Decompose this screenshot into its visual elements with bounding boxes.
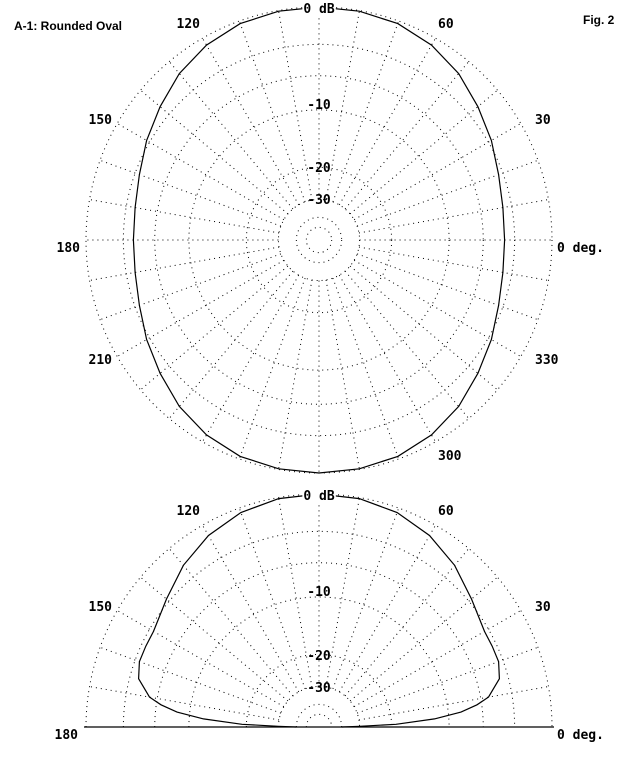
plot-title: A-1: Rounded Oval: [14, 19, 123, 33]
db-label-20: -20: [307, 649, 331, 664]
angle-label-60: 60: [438, 504, 454, 519]
figure-label: Fig. 2: [583, 13, 615, 27]
angle-label-0: 0 deg.: [557, 728, 604, 743]
angle-label-180: 180: [54, 728, 78, 743]
angle-label-150: 150: [88, 113, 112, 128]
angle-label-210: 210: [88, 353, 112, 368]
angle-label-300: 300: [438, 449, 462, 464]
angle-label-60: 60: [438, 17, 454, 32]
angle-label-120: 120: [176, 504, 200, 519]
db-label-30: -30: [307, 681, 331, 696]
angle-label-0: 0 deg.: [557, 241, 604, 256]
angle-label-180: 180: [56, 241, 80, 256]
db-label-10: -10: [307, 585, 331, 600]
angle-label-30: 30: [535, 600, 551, 615]
db-label-0: 0 dB: [303, 489, 335, 504]
db-label-0: 0 dB: [303, 2, 335, 17]
angle-label-120: 120: [176, 17, 200, 32]
db-label-20: -20: [307, 161, 331, 176]
db-label-30: -30: [307, 193, 331, 208]
angle-label-150: 150: [88, 600, 112, 615]
angle-label-330: 330: [535, 353, 559, 368]
angle-label-30: 30: [535, 113, 551, 128]
db-label-10: -10: [307, 98, 331, 113]
